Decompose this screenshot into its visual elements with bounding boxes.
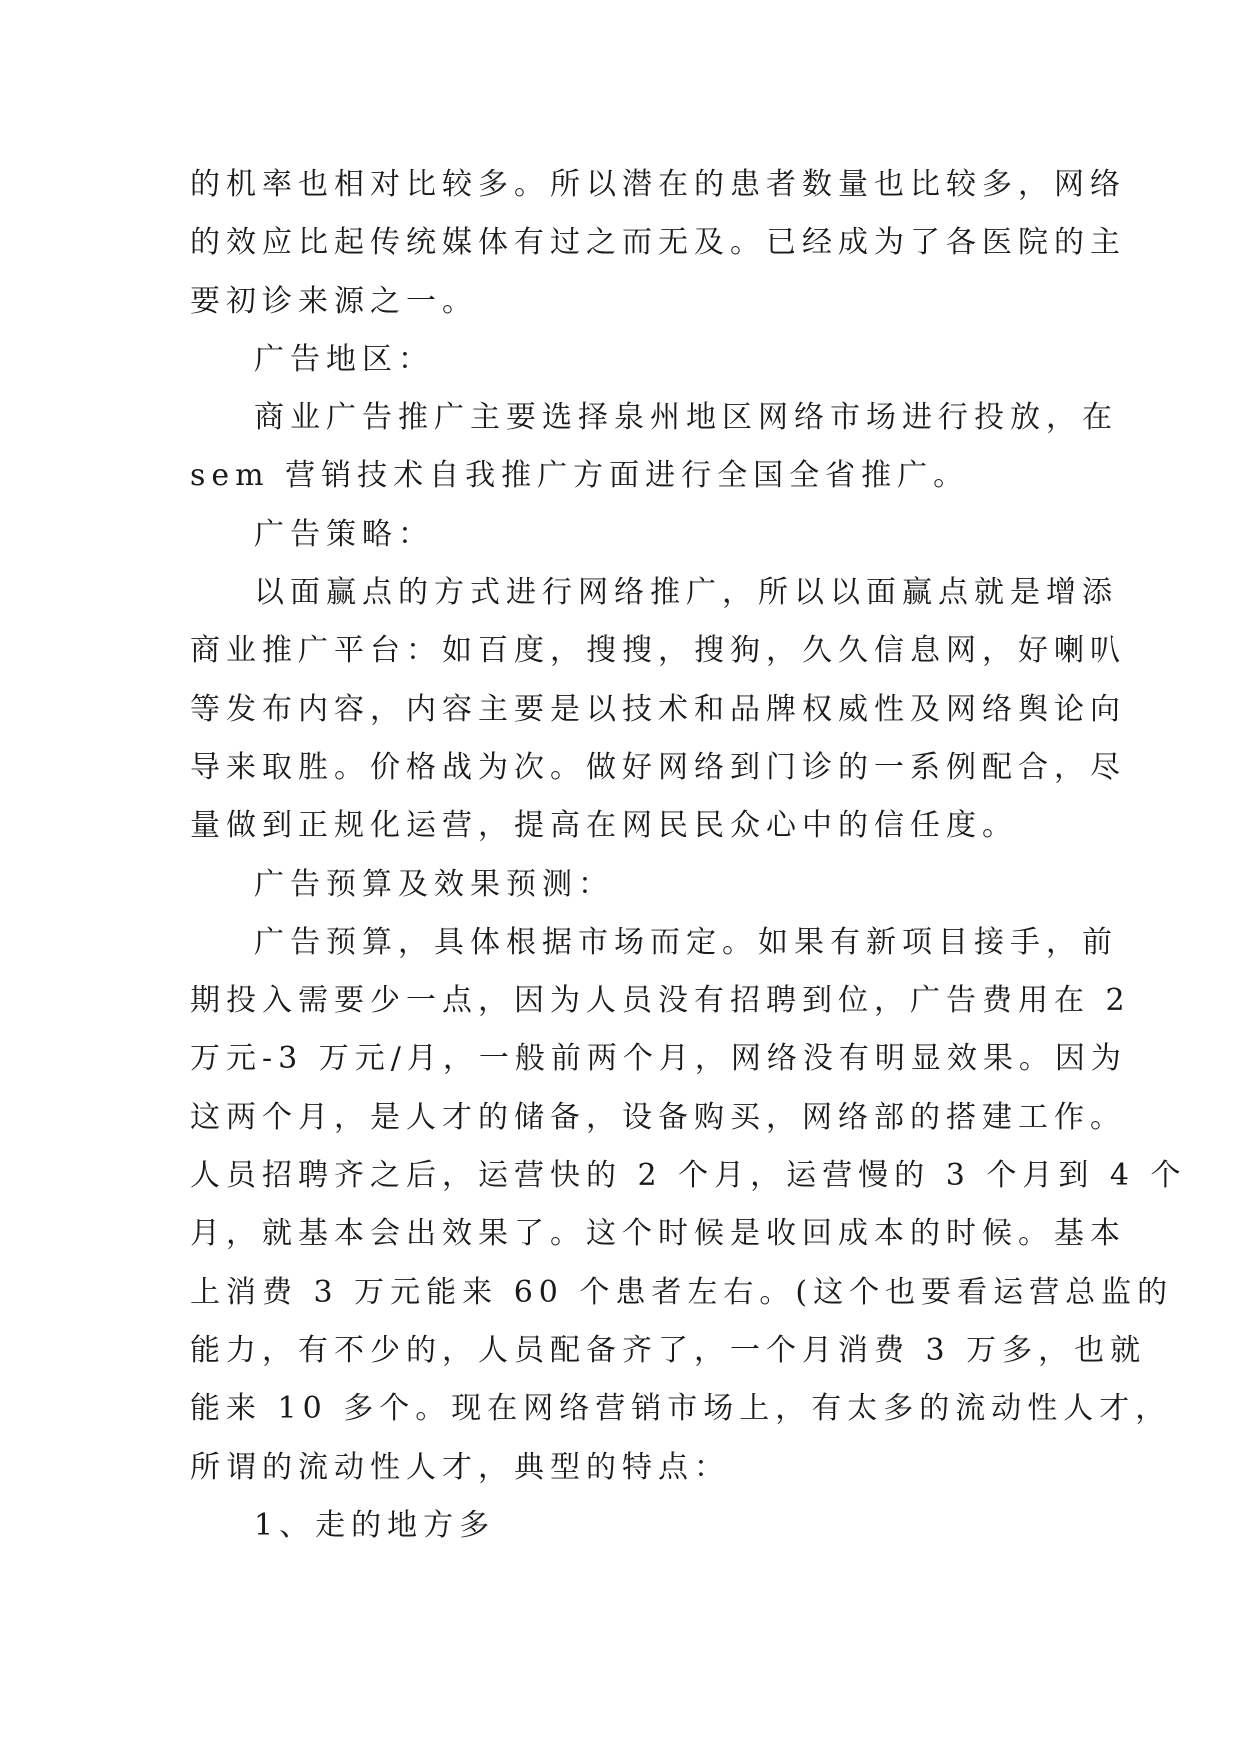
text-line: 能力，有不少的，人员配备齐了，一个月消费 3 万多，也就 <box>190 1332 1147 1368</box>
text-line: 量做到正规化运营，提高在网民民众心中的信任度。 <box>190 808 1018 844</box>
section-heading: 广告策略： <box>254 516 434 552</box>
text-line: 这两个月，是人才的储备，设备购买，网络部的搭建工作。 <box>190 1099 1126 1135</box>
paragraph-ad-region <box>190 389 1118 506</box>
text-line: 能来 10 多个。现在网络营销市场上，有太多的流动性人才， <box>190 1391 1172 1427</box>
text-line: sem 营销技术自我推广方面进行全国全省推广。 <box>190 458 970 494</box>
paragraph-ad-budget <box>190 914 1187 1497</box>
list-item-1 <box>190 1497 1070 1555</box>
text-line: 商业广告推广主要选择泉州地区网络市场进行投放，在 <box>254 400 1118 436</box>
text-line: 人员招聘齐之后，运营快的 2 个月，运营慢的 3 个月到 4 个 <box>190 1158 1187 1194</box>
list-item: 1、走的地方多 <box>254 1507 496 1543</box>
body-text <box>190 156 1187 1555</box>
heading-ad-budget <box>190 856 1070 914</box>
text-line: 要初诊来源之一。 <box>190 283 478 319</box>
text-line: 等发布内容，内容主要是以技术和品牌权威性及网络舆论向 <box>190 691 1126 727</box>
text-line: 商业推广平台：如百度，搜搜，搜狗，久久信息网，好喇叭 <box>190 633 1126 669</box>
heading-ad-strategy <box>190 506 1070 564</box>
paragraph-intro <box>190 156 1126 331</box>
section-heading: 广告地区： <box>254 341 434 377</box>
section-heading: 广告预算及效果预测： <box>254 866 614 902</box>
text-line: 所谓的流动性人才，典型的特点： <box>190 1449 730 1485</box>
text-line: 期投入需要少一点，因为人员没有招聘到位，广告费用在 2 <box>190 983 1131 1019</box>
paragraph-ad-strategy <box>190 564 1126 855</box>
text-line: 导来取胜。价格战为次。做好网络到门诊的一系例配合，尽 <box>190 749 1126 785</box>
text-line: 月，就基本会出效果了。这个时候是收回成本的时候。基本 <box>190 1216 1126 1252</box>
text-line: 上消费 3 万元能来 60 个患者左右。(这个也要看运营总监的 <box>190 1274 1174 1310</box>
text-line: 的机率也相对比较多。所以潜在的患者数量也比较多，网络 <box>190 167 1126 202</box>
text-line: 的效应比起传统媒体有过之而无及。已经成为了各医院的主 <box>190 225 1126 261</box>
text-line: 万元-3 万元/月，一般前两个月，网络没有明显效果。因为 <box>190 1041 1127 1077</box>
text-line: 以面赢点的方式进行网络推广，所以以面赢点就是增添 <box>254 575 1118 611</box>
heading-ad-region <box>190 331 1070 389</box>
text-line: 广告预算，具体根据市场而定。如果有新项目接手，前 <box>254 924 1118 960</box>
